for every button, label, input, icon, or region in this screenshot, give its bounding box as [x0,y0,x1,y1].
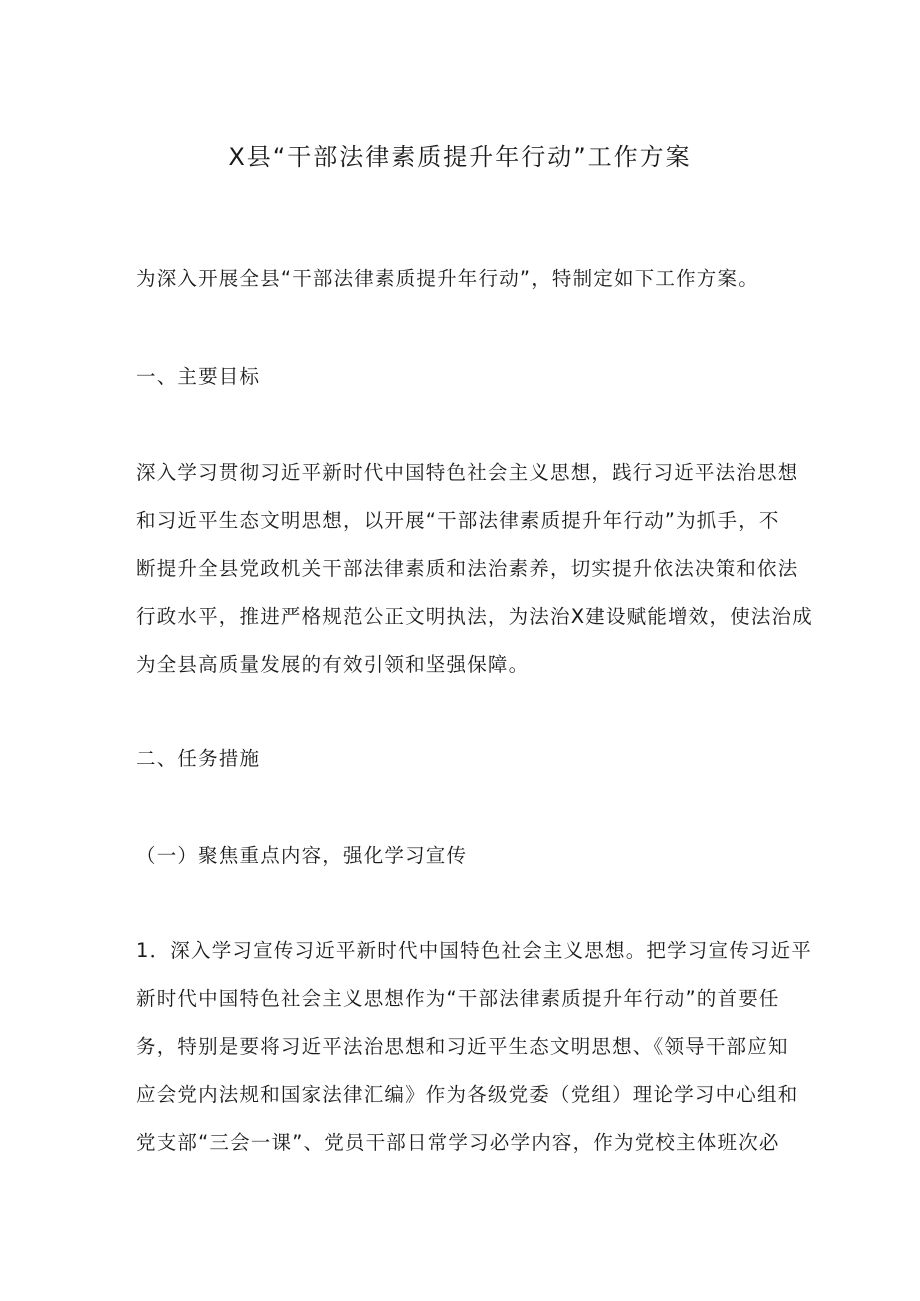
document-title: X县“干部法律素质提升年行动”工作方案 [228,143,692,171]
section-heading-tasks: 二、任务措施 [136,747,261,770]
paragraph-line: 深入学习贯彻习近平新时代中国特色社会主义思想，践行习近平法治思想 [136,461,799,484]
paragraph-line: 务，特别是要将习近平法治思想和习近平生态文明思想、《领导干部应知 [136,1035,789,1058]
paragraph-line: 为全县高质量发展的有效引领和坚强保障。 [136,653,530,676]
paragraph-line: 1．深入学习宣传习近平新时代中国特色社会主义思想。把学习宣传习近平 [136,939,813,962]
paragraph-line: 应会党内法规和国家法律汇编》作为各级党委（党组）理论学习中心组和 [136,1083,799,1106]
paragraph-line: 行政水平，推进严格规范公正文明执法，为法治X建设赋能增效，使法治成 [136,605,813,628]
tasks-paragraph [136,936,812,1176]
paragraph-line: 党支部“三会一课”、党员干部日常学习必学内容，作为党校主体班次必 [136,1131,780,1154]
section-heading-goals: 一、主要目标 [136,365,261,388]
intro-paragraph: 为深入开展全县“干部法律素质提升年行动”，特制定如下工作方案。 [136,267,759,290]
paragraph-line: 新时代中国特色社会主义思想作为“干部法律素质提升年行动”的首要任 [136,987,780,1010]
paragraph-line: 和习近平生态文明思想，以开展“干部法律素质提升年行动”为抓手，不 [136,509,780,532]
subsection-heading: （一）聚焦重点内容，强化学习宣传 [136,844,468,867]
goals-paragraph [136,458,813,698]
paragraph-line: 断提升全县党政机关干部法律素质和法治素养，切实提升依法决策和依法 [136,557,799,580]
